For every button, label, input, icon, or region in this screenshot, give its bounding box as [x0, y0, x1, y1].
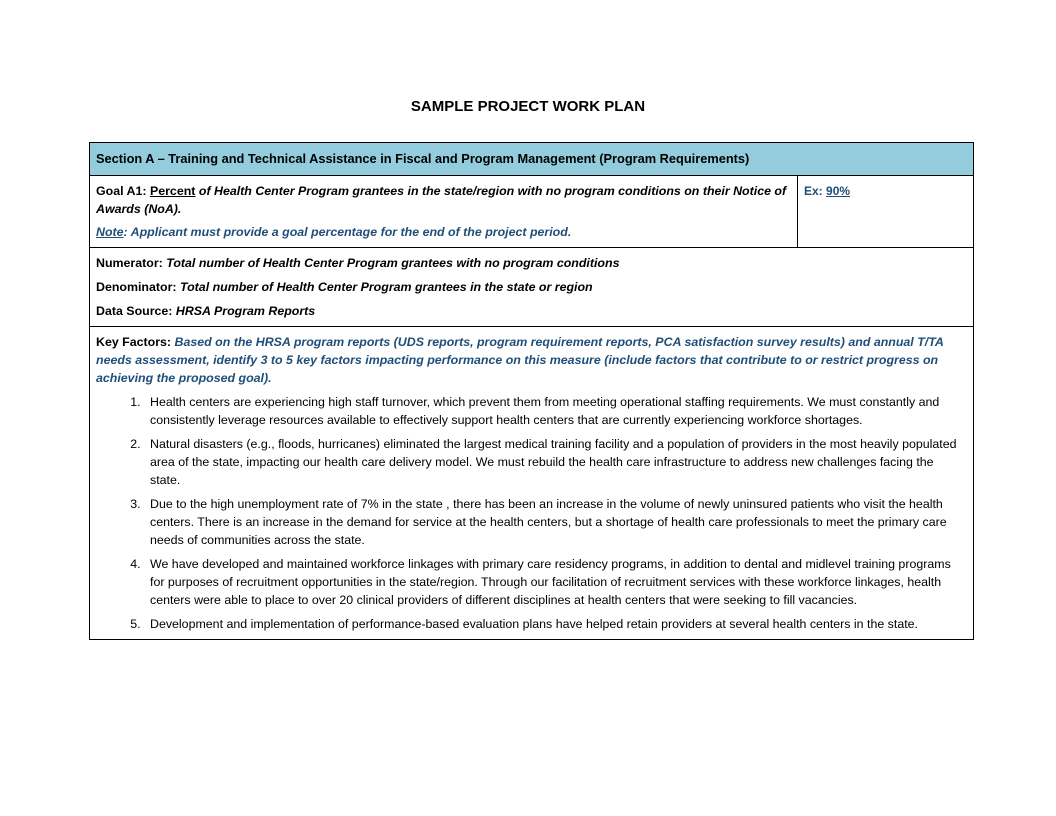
list-item: 4. We have developed and maintained workforce linkages with primary care residency programs, in addition to dental and midlevel training programs for purposes of recruitment opportunities in the state/region. Through our facilitation of recruitment services with these workforce linkages, health centers were able to place to over 20 clinical providers of different disciplines at health centers that were seeking to fill vacancies. — [144, 555, 967, 609]
goal-note — [96, 223, 791, 241]
numerator-text: Total number of Health Center Program grantees with no program conditions — [166, 256, 620, 270]
goal-percent-word: Percent — [149, 184, 196, 198]
key-factors-list — [96, 393, 967, 633]
denominator-text: Total number of Health Center Program grantees in the state or region — [180, 280, 593, 294]
example-label: Ex: — [804, 184, 823, 198]
numerator-line — [96, 254, 967, 272]
data-source-label: Data Source: — [96, 304, 173, 318]
list-item: 5. Development and implementation of performance-based evaluation plans have helped retain providers at several health centers in the state. — [144, 615, 967, 633]
denominator-line — [96, 278, 967, 296]
section-header-row — [90, 143, 974, 176]
list-item: 3. Due to the high unemployment rate of 7% in the state , there has been an increase in the volume of newly uninsured patients who visit the health centers. There is an increase in the demand for service at the health centers, but a shortage of health care professionals to meet the primary care needs of communities across the state. — [144, 495, 967, 549]
note-label: Note — [96, 225, 124, 239]
document-title: SAMPLE PROJECT WORK PLAN — [410, 98, 646, 115]
key-factors-instructions: Based on the HRSA program reports (UDS reports, program requirement reports, PCA satisfaction survey results) and annual T/TA needs assessment, identify 3 to 5 key factors impacting performance on this measure (include factors that contribute to or restrict progress on achieving the proposed goal). — [96, 335, 944, 385]
goal-label: Goal A1: — [96, 184, 147, 198]
list-item: 1. Health centers are experiencing high staff turnover, which prevent them from meeting operational staffing requirements. We must constantly and consistently leverage resources available to effectively support health centers that are currently experiencing workforce shortages. — [144, 393, 967, 429]
work-plan-table — [89, 142, 974, 640]
goal-cell — [90, 176, 798, 248]
numerator-label: Numerator: — [96, 256, 163, 270]
goal-row — [90, 176, 974, 248]
key-factors-cell — [90, 327, 974, 640]
key-factors-row — [90, 327, 974, 640]
goal-text: of Health Center Program grantees in the state/region with no program conditions on their Notice of Awards (NoA). — [96, 184, 787, 216]
example-cell — [798, 176, 974, 248]
key-factors-intro — [96, 333, 967, 387]
example-value: 90% — [826, 184, 851, 198]
key-factors-label: Key Factors: — [96, 335, 172, 349]
data-source-text: HRSA Program Reports — [175, 304, 316, 318]
note-text: : Applicant must provide a goal percentage for the end of the project period. — [123, 225, 572, 239]
list-item: 2. Natural disasters (e.g., floods, hurricanes) eliminated the largest medical training facility and a population of providers in the most heavily populated area of the state, impacting our health care delivery model. We must rebuild the health care infrastructure to address new challenges facing the state. — [144, 435, 967, 489]
data-source-line — [96, 302, 967, 320]
denominator-label: Denominator: — [96, 280, 177, 294]
goal-statement — [96, 182, 791, 218]
measure-cell — [90, 248, 974, 327]
section-heading: Section A – Training and Technical Assistance in Fiscal and Program Management (Program Requirements) — [90, 143, 974, 176]
measure-row — [90, 248, 974, 327]
